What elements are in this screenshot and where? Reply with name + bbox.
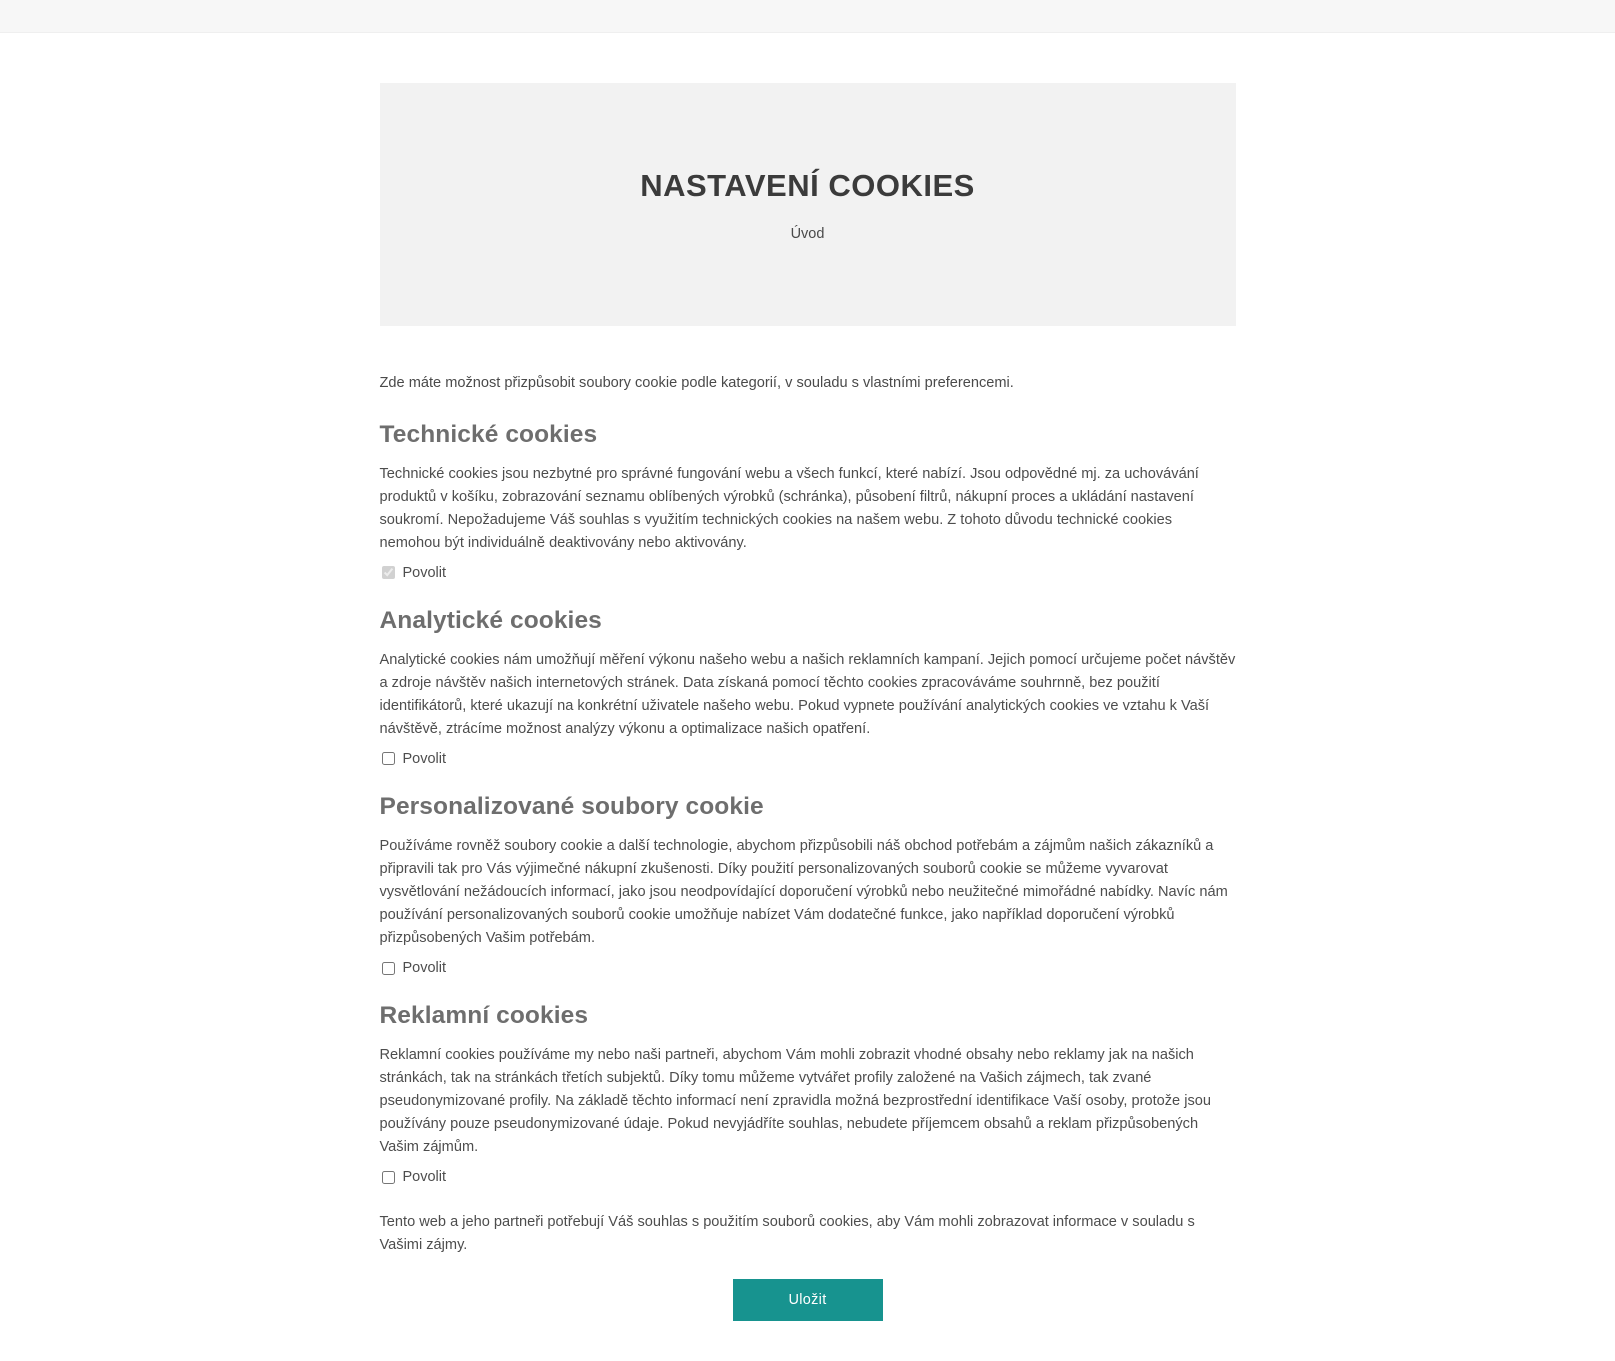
submit-area (380, 1279, 1236, 1361)
consent-checkbox-label[interactable]: Povolit (402, 960, 447, 977)
consent-checkbox-label[interactable]: Povolit (402, 564, 447, 581)
section-body: Analytické cookies nám umožňují měření výkonu našeho webu a našich reklamních kampaní. Jejich pomocí určujeme počet návštěv a zdroje návštěv našich internetových stránek. Data získaná pomocí těchto cookies zpracováváme souhrnně, bez použití identifikátorů, které ukazují na konkrétní uživatele našeho webu. Pokud vypnete používání analytických cookies ve vztahu k Vaší návštěvě, ztrácíme možnost analýzy výkonu a optimalizace našich opatření. (379, 651, 1236, 737)
consent-checkbox-advertising[interactable] (382, 1171, 395, 1184)
consent-checkbox-analytics[interactable] (382, 752, 395, 765)
section-body: Reklamní cookies používáme my nebo naši partneři, abychom Vám mohli zobrazit vhodné obsahy nebo reklamy jak na našich stránkách, tak na stránkách třetích subjektů. Díky tomu můžeme vytvářet profily založené na Vašich zájmech, tak zvané pseudonymizované profily. Na základě těchto informací není zpravidla možná bezprostřední identifikace Vaší osoby, protože jsou používány pouze pseudonymizované údaje. Pokud nevyjádříte souhlas, nebudete příjemcem obsahů a reklam přizpůsobených Vašim zájmům. (379, 1047, 1211, 1156)
section-title: Analytické cookies (379, 606, 602, 634)
cookie-section-analytics (380, 607, 1236, 767)
content-column (380, 326, 1236, 1361)
footer-note: Tento web a jeho partneři potřebují Váš souhlas s použitím souborů cookies, aby Vám mohli zobrazovat informace v souladu s Vašimi zájmy. (379, 1214, 1195, 1254)
consent-row-advertising[interactable] (382, 1169, 1236, 1185)
consent-checkbox-label[interactable]: Povolit (402, 750, 447, 767)
intro-text: Zde máte možnost přizpůsobit soubory cookie podle kategorií, v souladu s vlastními preferencemi. (379, 375, 1014, 391)
consent-checkbox-personalized[interactable] (382, 962, 395, 975)
section-title: Technické cookies (379, 420, 598, 448)
breadcrumb: Úvod (790, 225, 825, 242)
consent-row-technical[interactable] (382, 565, 1236, 581)
cookie-section-advertising (380, 1002, 1236, 1185)
page-hero (380, 83, 1236, 326)
consent-checkbox-technical[interactable] (382, 566, 395, 579)
section-body: Používáme rovněž soubory cookie a další technologie, abychom přizpůsobili náš obchod potřebám a zájmům našich zákazníků a připravili tak pro Vás výjimečné nákupní zkušenosti. Díky použití personalizovaných souborů cookie se můžeme vyvarovat vysvětlování nežádoucích informací, jako jsou neodpovídající doporučení výrobků nebo neužitečné mimořádné nabídky. Navíc nám používání personalizovaných souborů cookie umožňuje nabízet Vám dodatečné funkce, jako například doporučení výrobků přizpůsobených Vašim potřebám. (379, 837, 1228, 947)
section-title: Reklamní cookies (379, 1002, 589, 1030)
cookie-section-personalized (380, 793, 1236, 976)
page-title: NASTAVENÍ COOKIES (640, 167, 975, 203)
consent-row-analytics[interactable] (382, 751, 1236, 767)
browser-top-strip (0, 0, 1615, 33)
cookie-section-technical (380, 421, 1236, 581)
save-settings-button[interactable]: Uložit (733, 1279, 883, 1321)
section-title: Personalizované soubory cookie (379, 792, 764, 820)
consent-row-personalized[interactable] (382, 960, 1236, 976)
cookie-settings-page (0, 83, 1615, 1361)
section-body: Technické cookies jsou nezbytné pro správné fungování webu a všech funkcí, které nabízí. Jsou odpovědné mj. za uchovávání produktů v košíku, zobrazování seznamu oblíbených výrobků (schránka), působení filtrů, nákupní proces a ukládání nastavení soukromí. Nepožadujeme Váš souhlas s využitím technických cookies na našem webu. Z tohoto důvodu technické cookies nemohou být individuálně deaktivovány nebo aktivovány. (379, 465, 1199, 551)
consent-checkbox-label[interactable]: Povolit (402, 1169, 447, 1186)
